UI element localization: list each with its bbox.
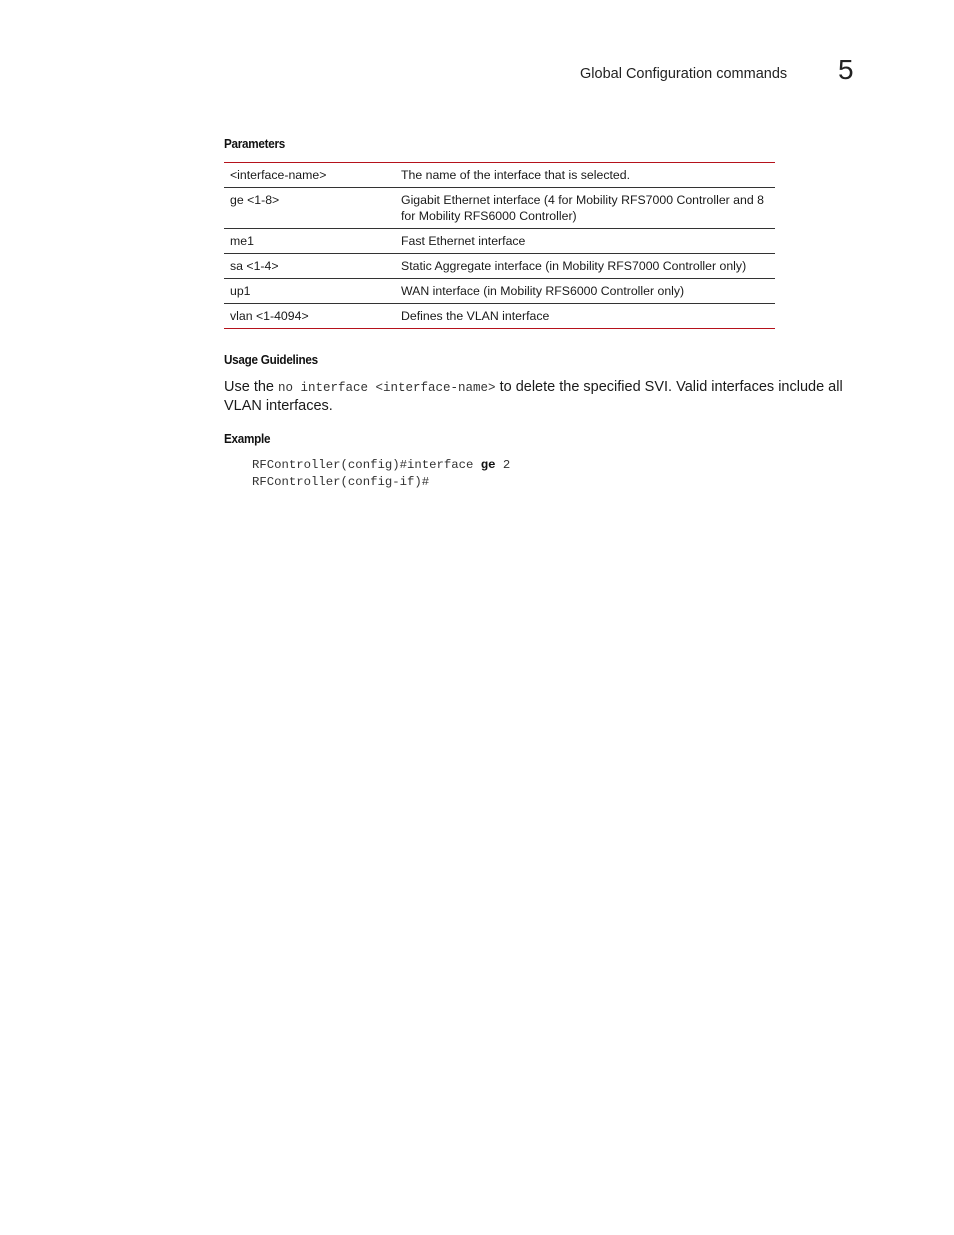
table-row	[224, 304, 775, 329]
code-prefix: RFController(config)#interface	[252, 458, 481, 472]
param-name: me1	[224, 229, 395, 254]
param-name: up1	[224, 279, 395, 304]
table-row	[224, 229, 775, 254]
usage-guidelines-paragraph	[224, 378, 864, 415]
table-row	[224, 188, 775, 229]
parameters-table	[224, 162, 775, 329]
param-description: Fast Ethernet interface	[395, 229, 775, 254]
code-keyword: ge	[480, 458, 496, 472]
param-description: WAN interface (in Mobility RFS6000 Controller only)	[395, 279, 775, 304]
code-line-2: RFController(config-if)#	[252, 475, 430, 489]
param-name: ge <1-8>	[224, 188, 395, 229]
usage-guidelines-heading: Usage Guidelines	[224, 352, 318, 367]
param-name: vlan <1-4094>	[224, 304, 395, 329]
code-line-1	[252, 457, 510, 474]
section-title: Global Configuration commands	[580, 66, 788, 82]
param-description: The name of the interface that is selected.	[401, 168, 630, 182]
param-description: Defines the VLAN interface	[395, 304, 775, 329]
usage-text-before: Use the	[224, 379, 278, 395]
table-row	[224, 163, 775, 188]
param-name: sa <1-4>	[224, 254, 395, 279]
chapter-number: 5	[838, 54, 854, 85]
example-code-block	[252, 457, 510, 491]
usage-inline-code: no interface <interface-name>	[278, 381, 496, 395]
table-row	[224, 254, 775, 279]
code-suffix: 2	[495, 458, 511, 472]
parameters-heading: Parameters	[224, 136, 286, 151]
param-description: Gigabit Ethernet interface (4 for Mobility RFS7000 Controller and 8 for Mobility RFS6000 Controller)	[395, 188, 775, 229]
table-row	[224, 279, 775, 304]
usage-text-after: to delete the specified SVI. Valid interfaces include all VLAN interfaces.	[224, 379, 843, 414]
param-description: Static Aggregate interface (in Mobility RFS7000 Controller only)	[395, 254, 775, 279]
param-name: <interface-name>	[230, 168, 327, 182]
example-heading: Example	[224, 431, 271, 446]
